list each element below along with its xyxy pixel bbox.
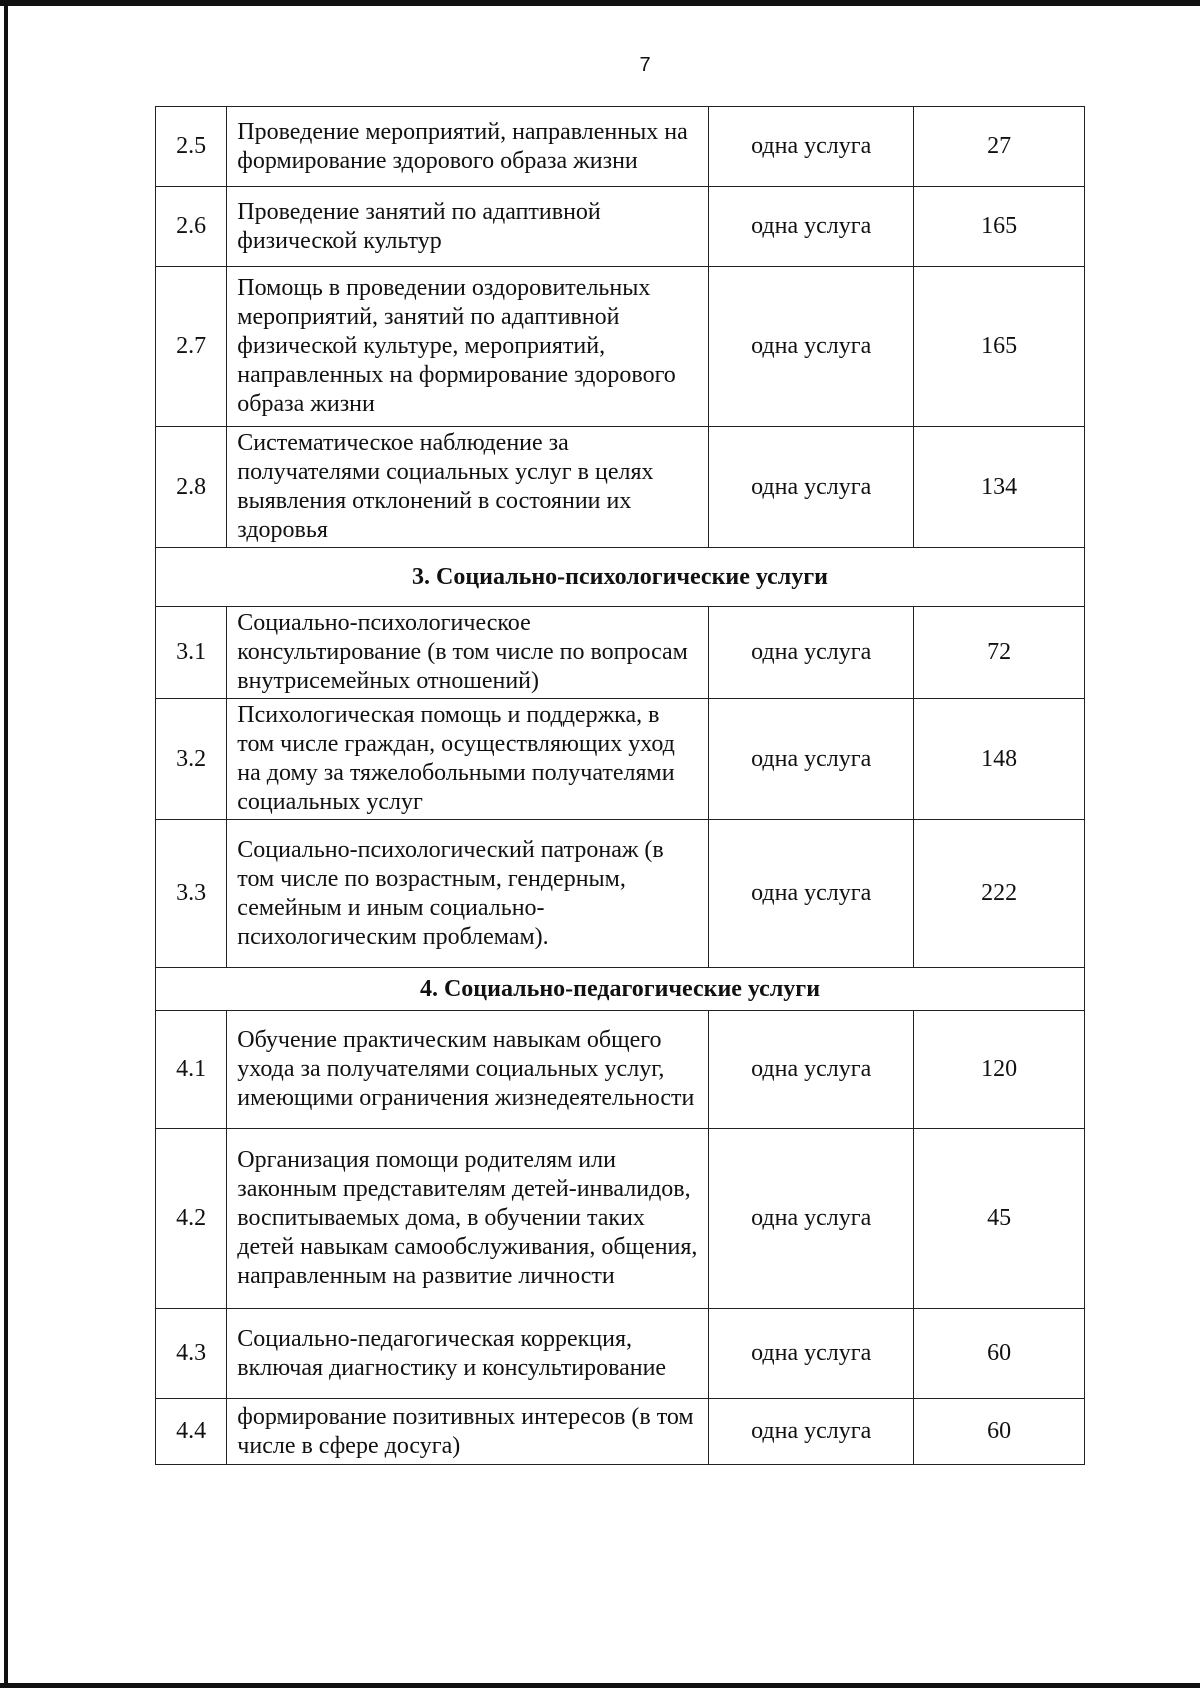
row-number: 2.6 bbox=[156, 187, 227, 267]
table-row bbox=[156, 107, 1085, 187]
table-row bbox=[156, 1011, 1085, 1129]
service-unit: одна услуга bbox=[709, 1129, 914, 1309]
table-row bbox=[156, 699, 1085, 820]
service-name: Социально-психологическое консультирование (в том числе по вопросам внутрисемейных отношений) bbox=[227, 607, 709, 699]
service-unit: одна услуга bbox=[709, 427, 914, 548]
service-name: Помощь в проведении оздоровительных мероприятий, занятий по адаптивной физической культуре, мероприятий, направленных на формирование здорового образа жизни bbox=[227, 267, 709, 427]
service-name: формирование позитивных интересов (в том числе в сфере досуга) bbox=[227, 1399, 709, 1465]
table-row bbox=[156, 1309, 1085, 1399]
row-number: 3.1 bbox=[156, 607, 227, 699]
service-value: 165 bbox=[914, 267, 1085, 427]
row-number: 4.2 bbox=[156, 1129, 227, 1309]
service-name: Систематическое наблюдение за получателями социальных услуг в целях выявления отклонений в состоянии их здоровья bbox=[227, 427, 709, 548]
row-number: 3.3 bbox=[156, 820, 227, 968]
table-row bbox=[156, 267, 1085, 427]
service-unit: одна услуга bbox=[709, 107, 914, 187]
table-row bbox=[156, 427, 1085, 548]
service-value: 27 bbox=[914, 107, 1085, 187]
service-value: 148 bbox=[914, 699, 1085, 820]
service-name: Социально-педагогическая коррекция, включая диагностику и консультирование bbox=[227, 1309, 709, 1399]
service-value: 165 bbox=[914, 187, 1085, 267]
table-row bbox=[156, 607, 1085, 699]
service-name: Проведение мероприятий, направленных на формирование здорового образа жизни bbox=[227, 107, 709, 187]
service-name: Социально-психологический патронаж (в том числе по возрастным, гендерным, семейным и иным социально-психологическим проблемам). bbox=[227, 820, 709, 968]
service-name: Организация помощи родителям или законным представителям детей-инвалидов, воспитываемых дома, в обучении таких детей навыкам самообслуживания, общения, направленным на развитие личности bbox=[227, 1129, 709, 1309]
service-unit: одна услуга bbox=[709, 1011, 914, 1129]
row-number: 2.8 bbox=[156, 427, 227, 548]
service-unit: одна услуга bbox=[709, 1399, 914, 1465]
service-unit: одна услуга bbox=[709, 187, 914, 267]
service-unit: одна услуга bbox=[709, 820, 914, 968]
service-value: 60 bbox=[914, 1399, 1085, 1465]
row-number: 4.1 bbox=[156, 1011, 227, 1129]
page-number: 7 bbox=[639, 54, 651, 76]
services-table bbox=[155, 106, 1085, 1465]
service-unit: одна услуга bbox=[709, 267, 914, 427]
service-value: 45 bbox=[914, 1129, 1085, 1309]
table-row bbox=[156, 1399, 1085, 1465]
row-number: 4.4 bbox=[156, 1399, 227, 1465]
section-heading: 3. Социально-психологические услуги bbox=[156, 548, 1085, 607]
section-row bbox=[156, 968, 1085, 1011]
service-name: Проведение занятий по адаптивной физической культур bbox=[227, 187, 709, 267]
table-row bbox=[156, 1129, 1085, 1309]
service-name: Психологическая помощь и поддержка, в том числе граждан, осуществляющих уход на дому за тяжелобольными получателями социальных услуг bbox=[227, 699, 709, 820]
row-number: 2.7 bbox=[156, 267, 227, 427]
row-number: 3.2 bbox=[156, 699, 227, 820]
scan-edge-bottom bbox=[0, 1683, 1200, 1688]
service-value: 60 bbox=[914, 1309, 1085, 1399]
service-value: 222 bbox=[914, 820, 1085, 968]
service-unit: одна услуга bbox=[709, 699, 914, 820]
service-value: 72 bbox=[914, 607, 1085, 699]
row-number: 4.3 bbox=[156, 1309, 227, 1399]
table-row bbox=[156, 187, 1085, 267]
section-row bbox=[156, 548, 1085, 607]
section-heading: 4. Социально-педагогические услуги bbox=[156, 968, 1085, 1011]
service-unit: одна услуга bbox=[709, 1309, 914, 1399]
scan-edge-top bbox=[0, 0, 1200, 6]
scan-edge-left bbox=[4, 0, 8, 1688]
service-name: Обучение практическим навыкам общего ухода за получателями социальных услуг, имеющими ограничения жизнедеятельности bbox=[227, 1011, 709, 1129]
row-number: 2.5 bbox=[156, 107, 227, 187]
table-row bbox=[156, 820, 1085, 968]
service-value: 134 bbox=[914, 427, 1085, 548]
service-unit: одна услуга bbox=[709, 607, 914, 699]
service-value: 120 bbox=[914, 1011, 1085, 1129]
